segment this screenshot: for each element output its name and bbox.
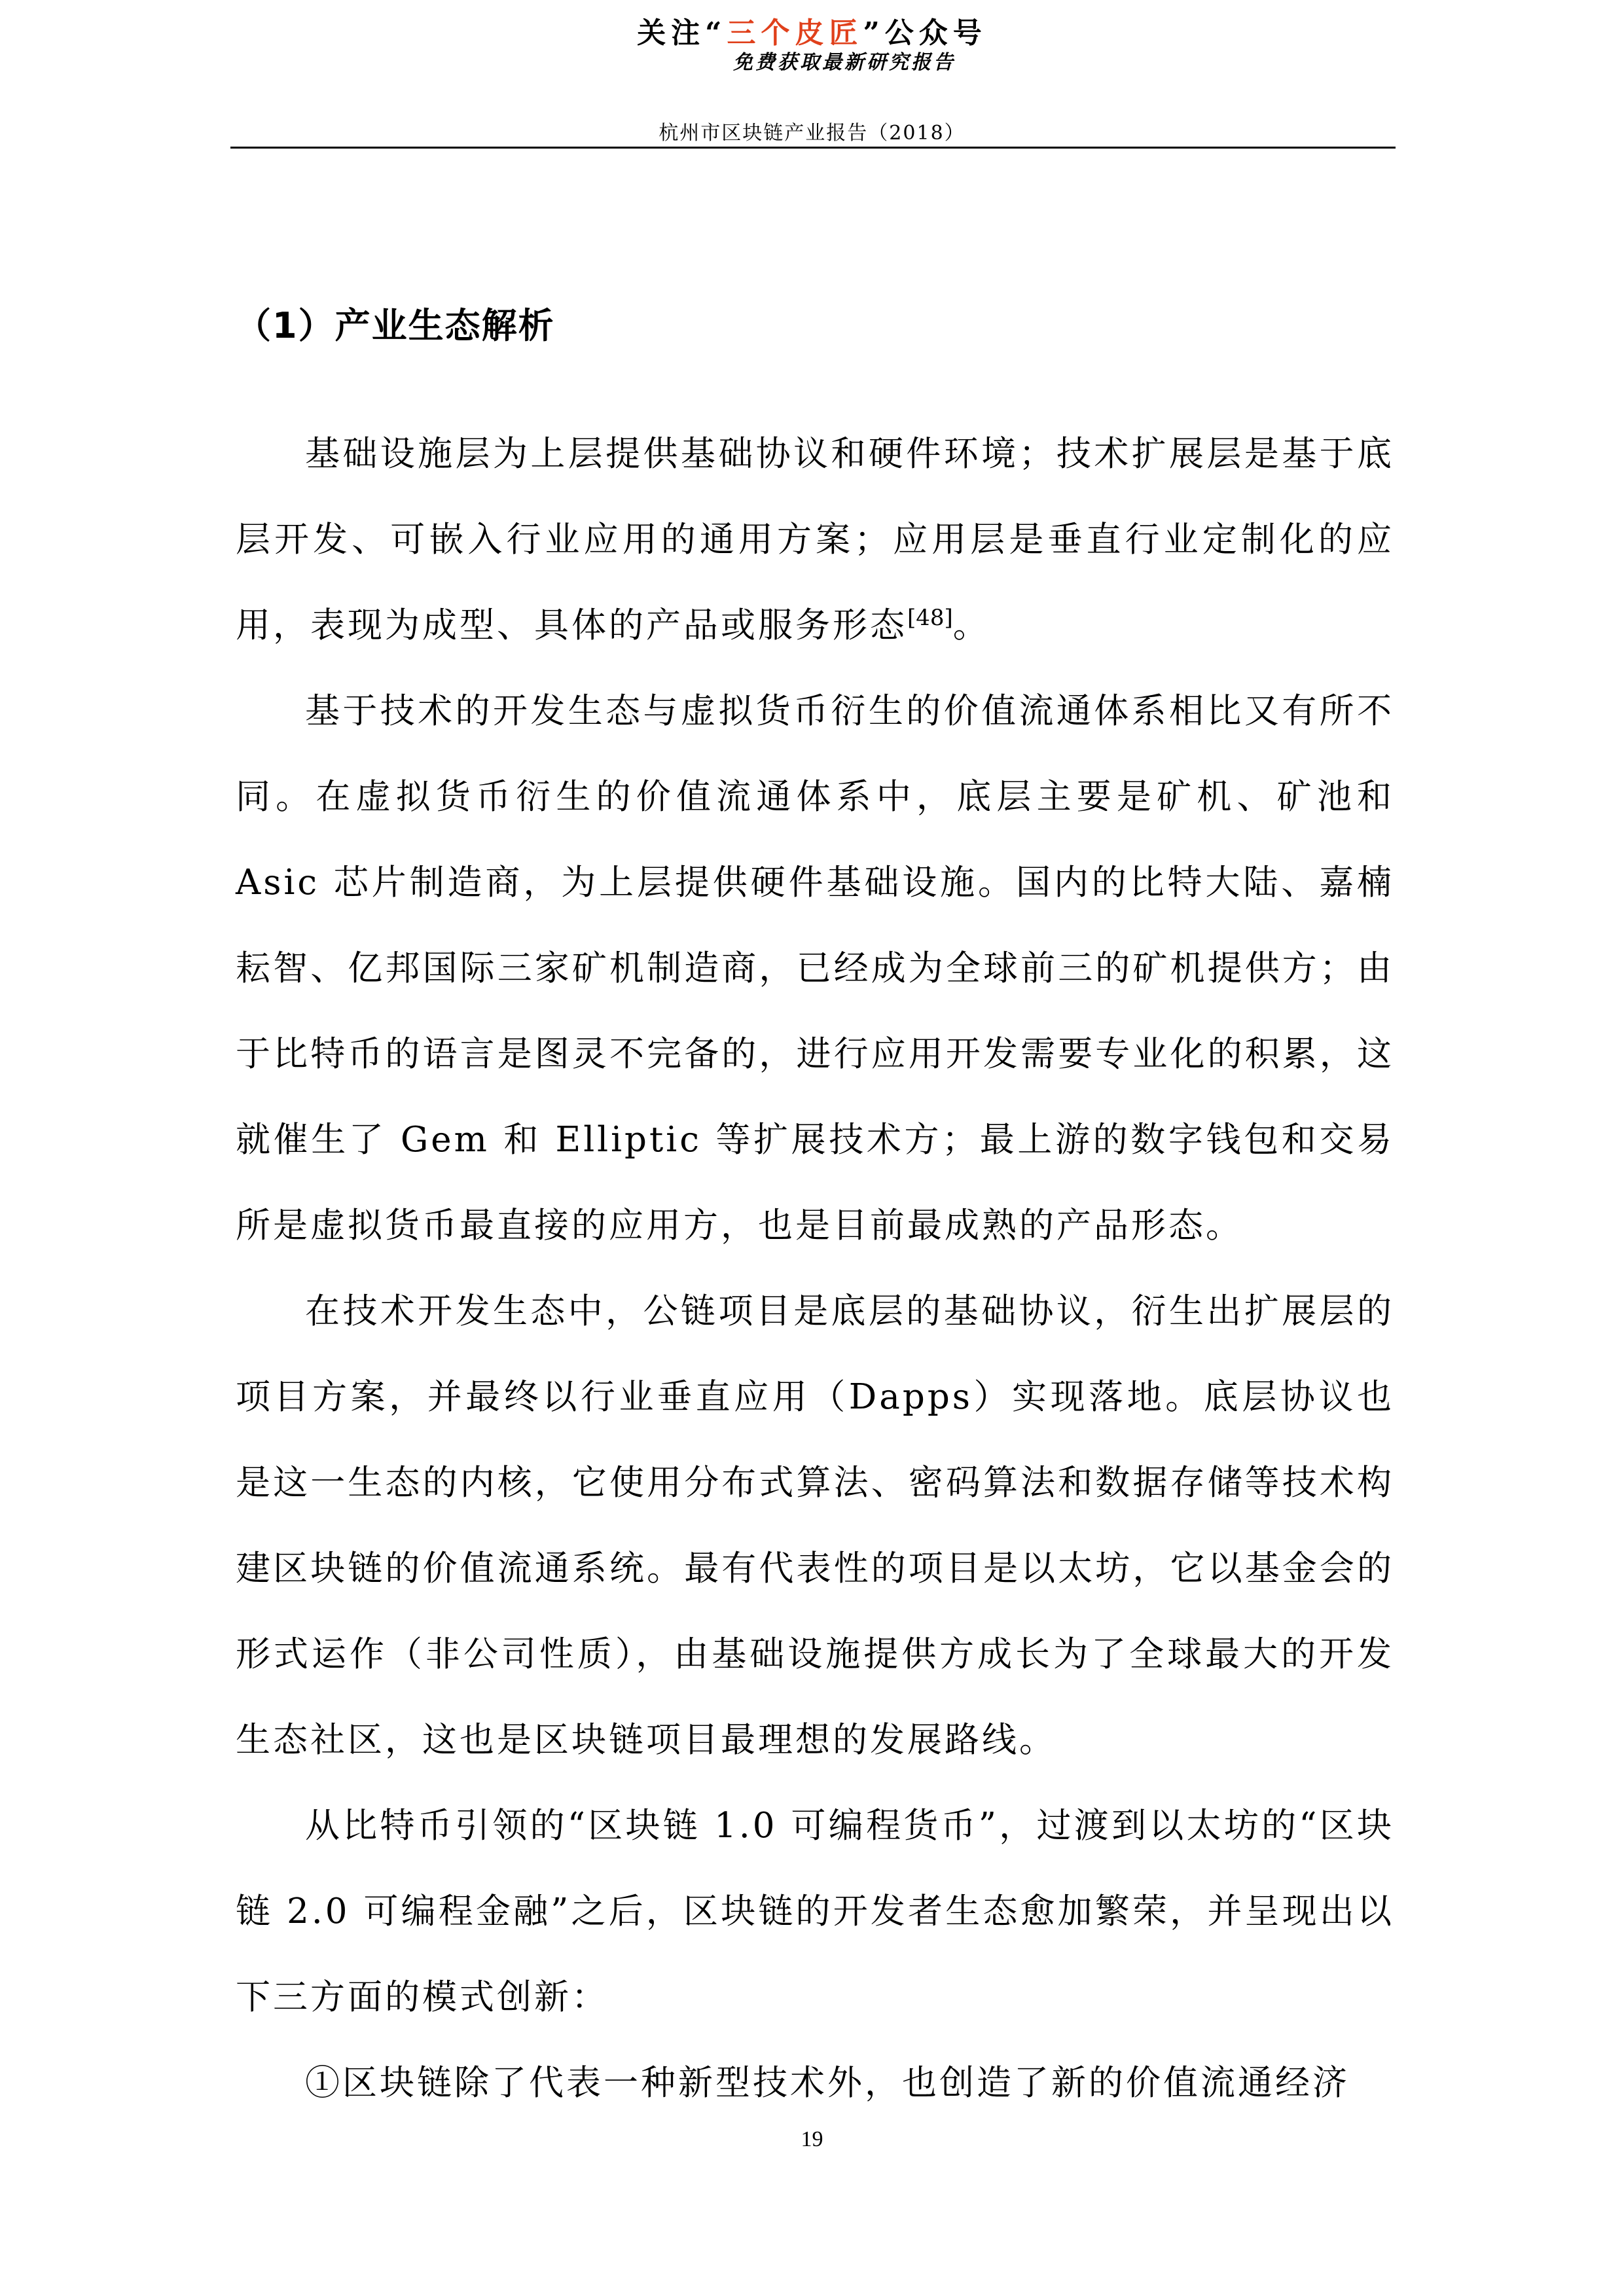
paragraph-2: 基于技术的开发生态与虚拟货币衍生的价值流通体系相比又有所不同。在虚拟货币衍生的价值流通体系中，底层主要是矿机、矿池和 Asic 芯片制造商，为上层提供硬件基础设施。国内的比特大陆、嘉楠耘智、亿邦国际三家矿机制造商，已经成为全球前三的矿机提供方；由于比特币的语言是图灵不完备的，进行应用开发需要专业化的积累，这就催生了 Gem 和 Elliptic 等扩展技术方；最上游的数字钱包和交易所是虚拟货币最直接的应用方，也是目前最成熟的产品形态。 <box>236 691 1394 1246</box>
watermark-suffix: ”公众号 <box>863 16 987 50</box>
paragraph-1 <box>236 411 1394 668</box>
header-rule <box>230 147 1396 149</box>
watermark-title <box>0 9 1624 51</box>
watermark-subline: 免费获取最新研究报告 <box>733 51 956 74</box>
running-header: 杭州市区块链产业报告（2018） <box>659 122 965 145</box>
paragraph-1-end: 。 <box>952 605 990 645</box>
paragraph-5: ①区块链除了代表一种新型技术外，也创造了新的价值流通经济 <box>305 2063 1350 2103</box>
page-number: 19 <box>801 2127 823 2151</box>
paragraph-4: 从比特币引领的“区块链 1.0 可编程货币”，过渡到以太坊的“区块链 2.0 可编程金融”之后，区块链的开发者生态愈加繁荣，并呈现出以下三方面的模式创新： <box>236 1806 1394 2017</box>
watermark-accent: 三个皮匠 <box>727 16 863 50</box>
paragraph-1-text: 基础设施层为上层提供基础协议和硬件环境；技术扩展层是基于底层开发、可嵌入行业应用的通用方案；应用层是垂直行业定制化的应用，表现为成型、具体的产品或服务形态 <box>236 434 1394 645</box>
paragraph-3: 在技术开发生态中，公链项目是底层的基础协议，衍生出扩展层的项目方案，并最终以行业垂直应用（Dapps）实现落地。底层协议也是这一生态的内核，它使用分布式算法、密码算法和数据存储等技术构建区块链的价值流通系统。最有代表性的项目是以太坊，它以基金会的形式运作（非公司性质），由基础设施提供方成长为了全球最大的开发生态社区，这也是区块链项目最理想的发展路线。 <box>236 1291 1394 1760</box>
body-text <box>236 411 1394 2126</box>
section-title: （1）产业生态解析 <box>236 305 555 346</box>
citation-marker: [48] <box>907 605 953 631</box>
watermark-prefix: 关注“ <box>637 16 727 50</box>
